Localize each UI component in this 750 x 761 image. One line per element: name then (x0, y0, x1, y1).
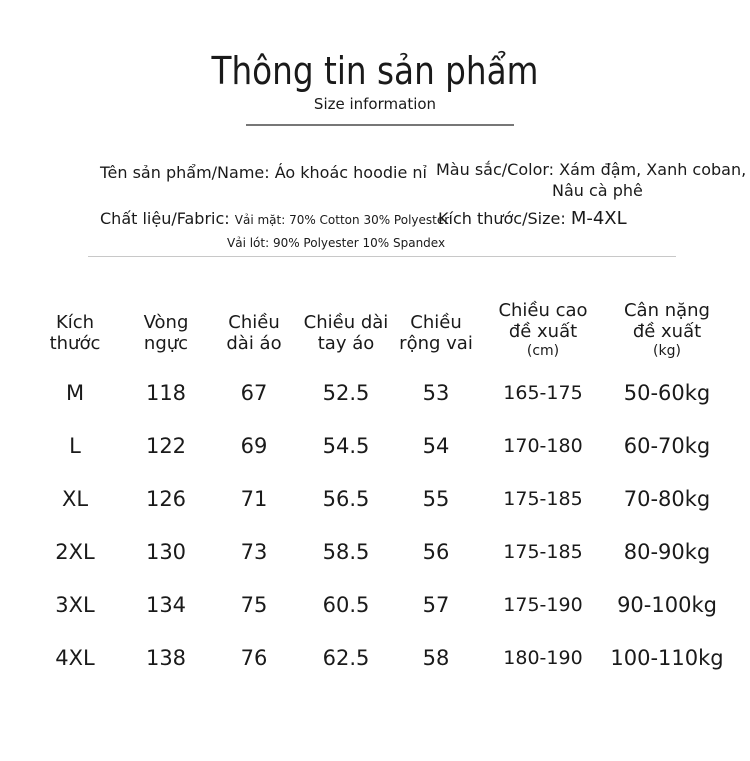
column-header-line2: dài áo (226, 333, 282, 354)
table-cell: 62.5 (322, 646, 370, 670)
column-header (602, 300, 732, 360)
table-cell: 122 (145, 434, 187, 458)
column-header-line2: tay áo (317, 333, 375, 354)
size-row (438, 209, 627, 229)
table-cell: 165-175 (503, 382, 583, 404)
table-cell: 57 (422, 593, 450, 617)
page-subtitle: Size information (313, 95, 437, 113)
table-cell: 69 (240, 434, 268, 458)
table-cell: 60.5 (322, 593, 370, 617)
column-header-unit: (kg) (653, 343, 681, 359)
column-header-line1: Chiều dài (303, 312, 389, 333)
column-header-line2: đề xuất (632, 321, 702, 342)
column-header-unit: (cm) (526, 343, 560, 359)
table-cell: 58.5 (322, 540, 370, 564)
table-cell: 90-100kg (617, 593, 717, 617)
table-cell: 2XL (55, 540, 95, 564)
column-header (209, 312, 299, 354)
table-cell: 70-80kg (623, 487, 711, 511)
table-cell: 175-190 (503, 594, 583, 616)
table-cell: 134 (145, 593, 187, 617)
column-header-line1: Chiều cao (498, 300, 588, 321)
color-value-line2: Nâu cà phê (552, 181, 643, 200)
table-cell: 54.5 (322, 434, 370, 458)
column-header-line1: Kích (55, 312, 95, 333)
fabric-row (100, 209, 449, 230)
title-divider (246, 124, 514, 126)
table-cell: 67 (240, 381, 268, 405)
column-header-line2: rộng vai (399, 333, 473, 354)
column-header (30, 312, 120, 354)
column-header (291, 312, 401, 354)
column-header (386, 312, 486, 354)
table-cell: 71 (240, 487, 268, 511)
table-cell: 4XL (55, 646, 95, 670)
table-cell: 76 (240, 646, 268, 670)
table-cell: 75 (240, 593, 268, 617)
table-cell: 80-90kg (623, 540, 711, 564)
page-title: Thông tin sản phẩm (211, 49, 539, 93)
table-cell: 170-180 (503, 435, 583, 457)
column-header-line1: Cân nặng (623, 300, 710, 321)
column-header (121, 312, 211, 354)
table-cell: L (69, 434, 81, 458)
table-cell: 118 (145, 381, 187, 405)
product-name-row (100, 163, 427, 183)
product-name-label: Tên sản phẩm/Name: (100, 163, 270, 182)
table-cell: 100-110kg (610, 646, 724, 670)
table-cell: 50-60kg (623, 381, 711, 405)
column-header-line1: Chiều (228, 312, 280, 333)
table-cell: 175-185 (503, 541, 583, 563)
table-cell: 56.5 (322, 487, 370, 511)
fabric-label: Chất liệu/Fabric: (100, 209, 230, 228)
color-label: Màu sắc/Color: (436, 160, 555, 179)
table-cell: M (65, 381, 85, 405)
column-header-line2: ngực (143, 333, 189, 354)
table-cell: 53 (422, 381, 450, 405)
table-cell: 3XL (55, 593, 95, 617)
size-label: Kích thước/Size: (438, 209, 566, 228)
fabric-value-line2: Vải lót: 90% Polyester 10% Spandex (227, 236, 446, 250)
table-cell: 130 (145, 540, 187, 564)
section-divider (88, 256, 676, 257)
table-cell: 55 (422, 487, 450, 511)
table-cell: 56 (422, 540, 450, 564)
table-cell: 126 (145, 487, 187, 511)
table-cell: 60-70kg (623, 434, 711, 458)
table-cell: 138 (145, 646, 187, 670)
fabric-value-line1: Vải mặt: 70% Cotton 30% Polyester (234, 213, 450, 227)
table-cell: 52.5 (322, 381, 370, 405)
column-header-line1: Vòng (143, 312, 189, 333)
column-header (478, 300, 608, 360)
table-cell: XL (61, 487, 89, 511)
column-header-line2: đề xuất (508, 321, 578, 342)
table-cell: 58 (422, 646, 450, 670)
table-cell: 73 (240, 540, 268, 564)
table-cell: 180-190 (503, 647, 583, 669)
size-value: M-4XL (570, 208, 627, 229)
product-name-value: Áo khoác hoodie nỉ (274, 163, 427, 182)
column-header-line1: Chiều (410, 312, 462, 333)
table-cell: 54 (422, 434, 450, 458)
column-header-line2: thước (49, 333, 101, 354)
table-cell: 175-185 (503, 488, 583, 510)
color-value-line1: Xám đậm, Xanh coban, (559, 160, 747, 179)
color-row (436, 160, 746, 180)
